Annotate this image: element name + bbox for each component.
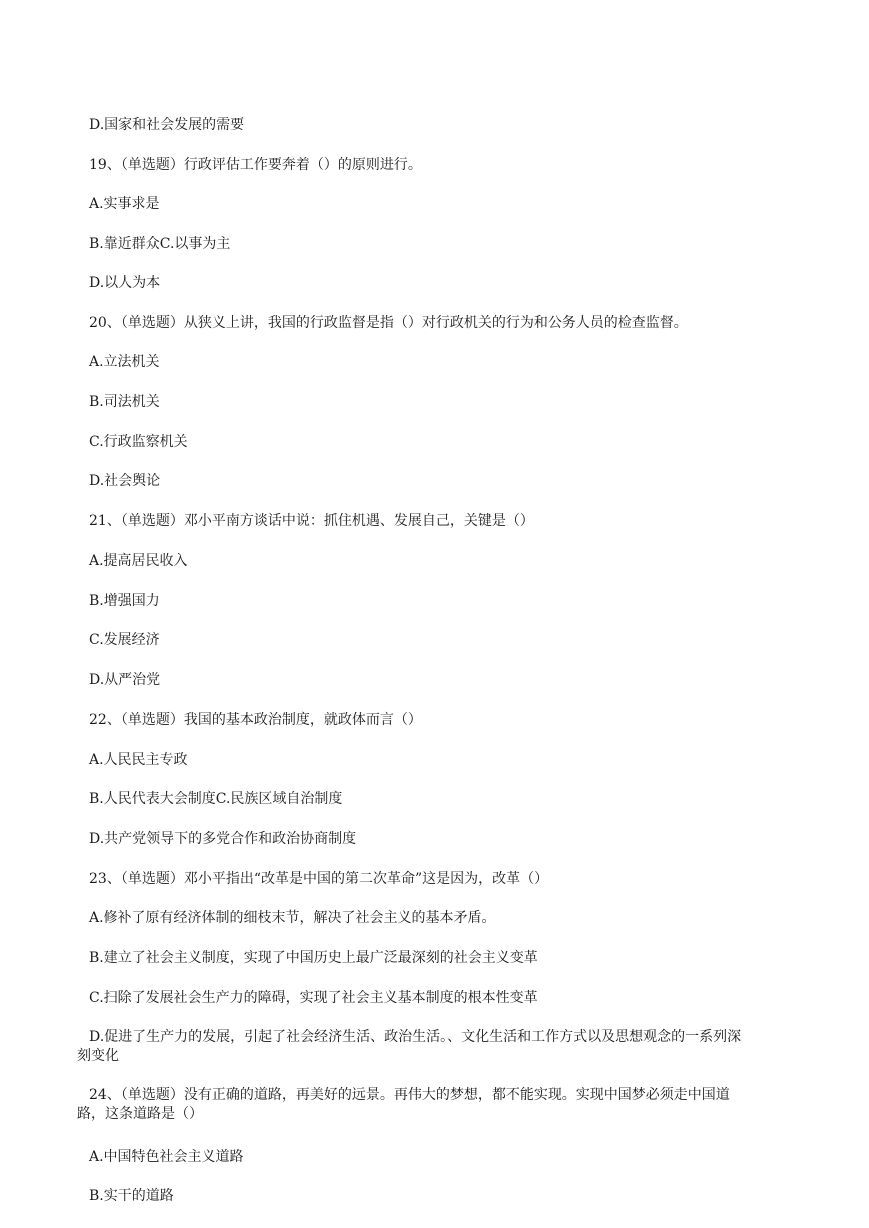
option-c-q23: C.扫除了发展社会生产力的障碍，实现了社会主义基本制度的根本性变革 — [89, 990, 538, 1006]
option-a-q21: A.提高居民收入 — [89, 553, 188, 569]
option-b-q24: B.实干的道路 — [89, 1188, 174, 1204]
question-20: 20、（单选题）从狭义上讲，我国的行政监督是指（）对行政机关的行为和公务人员的检查监督。 — [89, 315, 688, 331]
option-b-c-q19: B.靠近群众C.以事为主 — [89, 236, 231, 252]
question-23: 23、（单选题）邓小平指出“改革是中国的第二次革命”这是因为，改革（） — [89, 871, 549, 887]
question-22: 22、（单选题）我国的基本政治制度，就政体而言（） — [89, 712, 422, 728]
option-d-q23-line1: D.促进了生产力的发展，引起了社会经济生活、政治生活。、文化生活和工作方式以及思想观念的一系列深 — [89, 1029, 742, 1045]
option-d-q19: D.以人为本 — [89, 275, 161, 291]
option-c-q21: C.发展经济 — [89, 632, 160, 648]
option-b-q23: B.建立了社会主义制度，实现了中国历史上最广泛最深刻的社会主义变革 — [89, 950, 538, 966]
question-24-line1: 24、（单选题）没有正确的道路，再美好的远景。再伟大的梦想，都不能实现。实现中国梦必须走中国道 — [89, 1087, 730, 1103]
option-a-q24: A.中国特色社会主义道路 — [89, 1149, 244, 1165]
option-a-q22: A.人民民主专政 — [89, 752, 188, 768]
option-d-q20: D.社会舆论 — [89, 473, 161, 489]
option-b-c-q22: B.人民代表大会制度C.民族区域自治制度 — [89, 791, 343, 807]
question-19: 19、（单选题）行政评估工作要奔着（）的原则进行。 — [89, 157, 422, 173]
option-d-q23 — [77, 1028, 829, 1066]
question-24-line2: 路，这条道路是（） — [77, 1106, 203, 1122]
question-21: 21、（单选题）邓小平南方谈话中说：抓住机遇、发展自己，关键是（） — [89, 513, 534, 529]
option-c-q20: C.行政监察机关 — [89, 434, 188, 450]
option-a-q19: A.实事求是 — [89, 196, 160, 212]
question-24 — [77, 1086, 829, 1124]
option-a-q20: A.立法机关 — [89, 354, 160, 370]
option-b-q20: B.司法机关 — [89, 394, 160, 410]
option-d-q21: D.从严治党 — [89, 672, 161, 688]
option-d-q22: D.共产党领导下的多党合作和政治协商制度 — [89, 831, 357, 847]
option-a-q23: A.修补了原有经济体制的细枝末节，解决了社会主义的基本矛盾。 — [89, 910, 496, 926]
option-d-q23-line2: 刻变化 — [77, 1048, 119, 1064]
option-d-q18: D.国家和社会发展的需要 — [89, 117, 245, 133]
option-b-q21: B.增强国力 — [89, 593, 160, 609]
